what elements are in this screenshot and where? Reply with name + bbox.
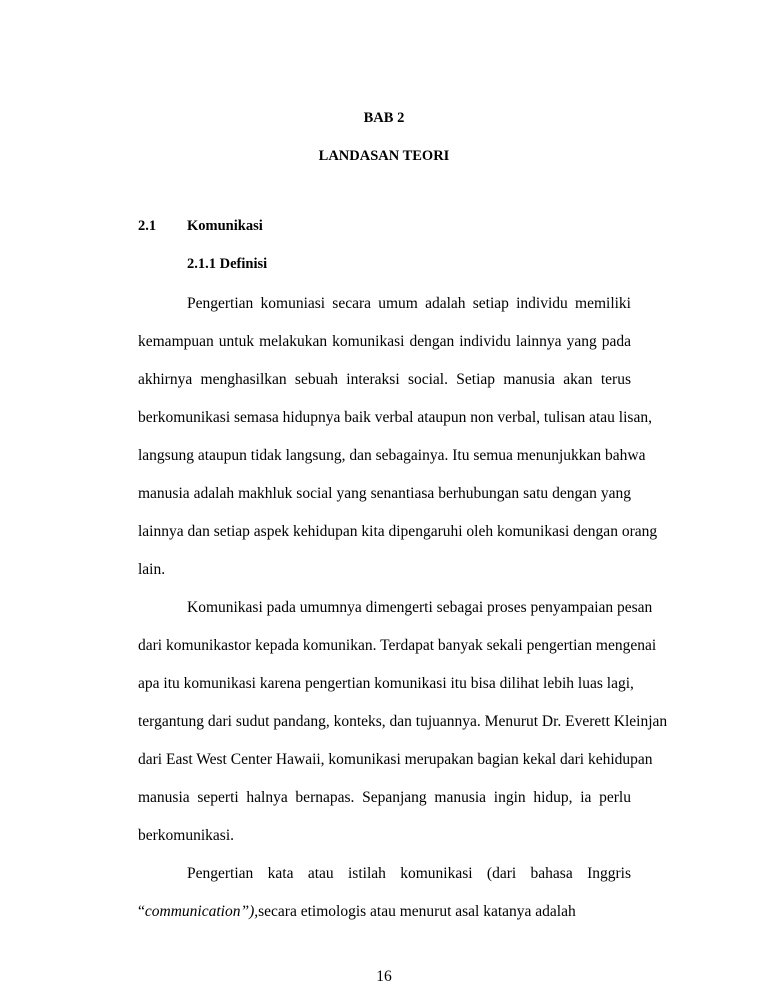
paragraph-line: lainnya dan setiap aspek kehidupan kita dipengaruhi oleh komunikasi dengan orang — [138, 523, 658, 540]
quote-open: “ — [138, 903, 145, 920]
paragraph-line: kemampuan untuk melakukan komunikasi dengan individu lainnya yang pada — [138, 333, 631, 350]
paragraph-line-last — [138, 902, 631, 922]
section-title: Komunikasi — [187, 218, 263, 234]
subsection-title: 2.1.1 Definisi — [187, 256, 268, 272]
paragraph-line: akhirnya menghasilkan sebuah interaksi social. Setiap manusia akan terus — [138, 371, 631, 388]
section-number: 2.1 — [138, 218, 157, 234]
paragraph-line: Pengertian kata atau istilah komunikasi (dari bahasa Inggris — [187, 865, 631, 882]
paragraph-line: manusia seperti halnya bernapas. Sepanjang manusia ingin hidup, ia perlu — [138, 789, 631, 806]
paragraph-line: Pengertian komuniasi secara umum adalah setiap individu memiliki — [187, 295, 631, 312]
line-rest: secara etimologis atau menurut asal katanya adalah — [258, 903, 576, 920]
page-number: 16 — [376, 968, 392, 985]
paragraph-line: berkomunikasi semasa hidupnya baik verbal ataupun non verbal, tulisan atau lisan, — [138, 409, 652, 426]
paragraph-line: apa itu komunikasi karena pengertian komunikasi itu bisa dilihat lebih luas lagi, — [138, 675, 634, 692]
paragraph-line: dari komunikastor kepada komunikan. Terdapat banyak sekali pengertian mengenai — [138, 637, 657, 654]
paragraph-line: tergantung dari sudut pandang, konteks, dan tujuannya. Menurut Dr. Everett Kleinjan — [138, 713, 668, 730]
paragraph-line: berkomunikasi. — [138, 827, 234, 844]
paragraph-line: manusia adalah makhluk social yang senantiasa berhubungan satu dengan yang — [138, 485, 631, 502]
paragraph-line: lain. — [138, 561, 166, 578]
paragraph-line: Komunikasi pada umumnya dimengerti sebagai proses penyampaian pesan — [187, 599, 653, 616]
italic-term: communication”), — [144, 903, 259, 920]
chapter-label: BAB 2 — [363, 110, 405, 126]
paragraph-line: langsung ataupun tidak langsung, dan sebagainya. Itu semua menunjukkan bahwa — [138, 447, 646, 464]
paragraph-line: dari East West Center Hawaii, komunikasi merupakan bagian kekal dari kehidupan — [138, 751, 653, 768]
chapter-title: LANDASAN TEORI — [318, 148, 450, 164]
